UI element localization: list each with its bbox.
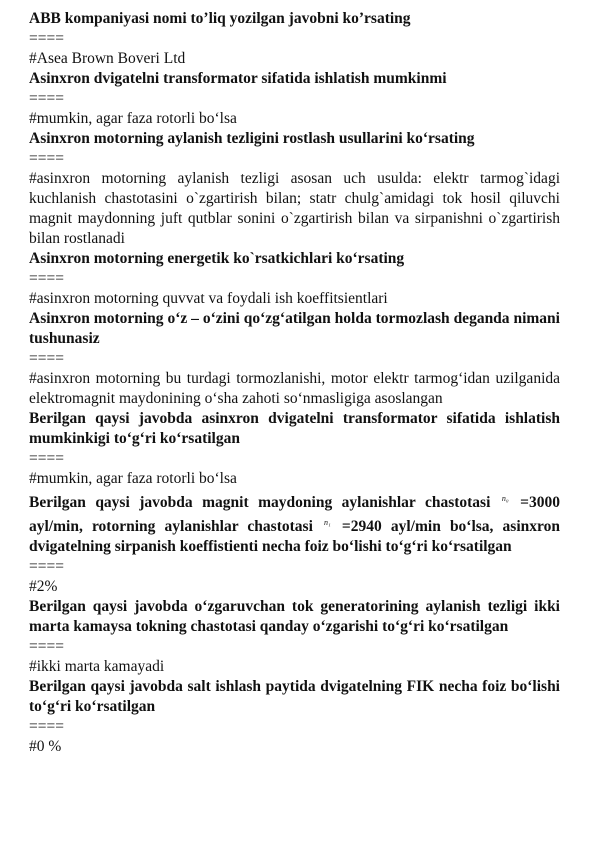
- question-1: ABB kompaniyasi nomi to’liq yozilgan javobni ko’rsating: [29, 10, 411, 27]
- question-7-part-1: Berilgan qaysi javobda magnit maydoning aylanishlar chastotasi: [29, 494, 491, 511]
- question-5: Asinxron motorning o‘z – o‘zini qo‘zg‘atilgan holda tormozlash deganda nimani tushunasiz: [29, 310, 560, 347]
- answer-4: #asinxron motorning quvvat va foydali ish koeffitsientlari: [29, 290, 388, 307]
- separator-9: ====: [29, 718, 64, 735]
- separator-1: ====: [29, 30, 64, 47]
- separator-4: ====: [29, 270, 64, 287]
- separator-8: ====: [29, 638, 64, 655]
- answer-1: #Asea Brown Boveri Ltd: [29, 50, 186, 67]
- separator-2: ====: [29, 90, 64, 107]
- separator-6: ====: [29, 450, 64, 467]
- question-3: Asinxron motorning aylanish tezligini rostlash usullarini ko‘rsating: [29, 130, 475, 147]
- answer-9: #0 %: [29, 738, 62, 755]
- question-2: Asinxron dvigatelni transformator sifatida ishlatish mumkinmi: [29, 70, 447, 87]
- answer-8: #ikki marta kamayadi: [29, 658, 165, 675]
- separator-5: ====: [29, 350, 64, 367]
- answer-2: #mumkin, agar faza rotorli bo‘lsa: [29, 110, 237, 127]
- question-9: Berilgan qaysi javobda salt ishlash paytida dvigatelning FIK necha foiz bo‘lishi to‘g‘ri ko‘rsatilgan: [29, 678, 560, 715]
- formula-n1: n₁: [324, 518, 331, 527]
- question-7: [29, 489, 560, 557]
- question-4: Asinxron motorning energetik ko`rsatkichlari ko‘rsating: [29, 250, 405, 267]
- question-6: Berilgan qaysi javobda asinxron dvigatelni transformator sifatida ishlatish mumkinkigi to‘g‘ri ko‘rsatilgan: [29, 410, 560, 447]
- answer-3: #asinxron motorning aylanish tezligi asosan uch usulda: elektr tarmog`idagi kuchlanish chastotasini o`zgartirish bilan; statr chulg`amidagi tok hosil qiluvchi magnit maydonning juft qutblar sonini o`zgartirish bilan va sirpanishni o`zgartirish bilan rostlanadi: [29, 170, 560, 247]
- question-7-part-3: =2940 ayl/min bo‘lsa, asinxron dvigatelning sirpanish koeffistienti necha foiz bo‘lishi to‘g‘ri ko‘rsatilgan: [29, 518, 560, 555]
- separator-7: ====: [29, 558, 64, 575]
- answer-5: #asinxron motorning bu turdagi tormozlanishi, motor elektr tarmog‘idan uzilganida elektromagnit maydonining o‘sha zahoti so‘nmasligiga asoslangan: [29, 370, 560, 407]
- formula-n0: n₀: [501, 494, 509, 503]
- question-7-part-2: =3000 ayl/min, rotorning aylanishlar chastotasi: [29, 494, 560, 535]
- question-8: Berilgan qaysi javobda o‘zgaruvchan tok generatorining aylanish tezligi ikki marta kamaysa tokning chastotasi qanday o‘zgarishi to‘g‘ri ko‘rsatilgan: [29, 598, 560, 635]
- separator-3: ====: [29, 150, 64, 167]
- answer-7: #2%: [29, 578, 58, 595]
- answer-6: #mumkin, agar faza rotorli bo‘lsa: [29, 470, 237, 487]
